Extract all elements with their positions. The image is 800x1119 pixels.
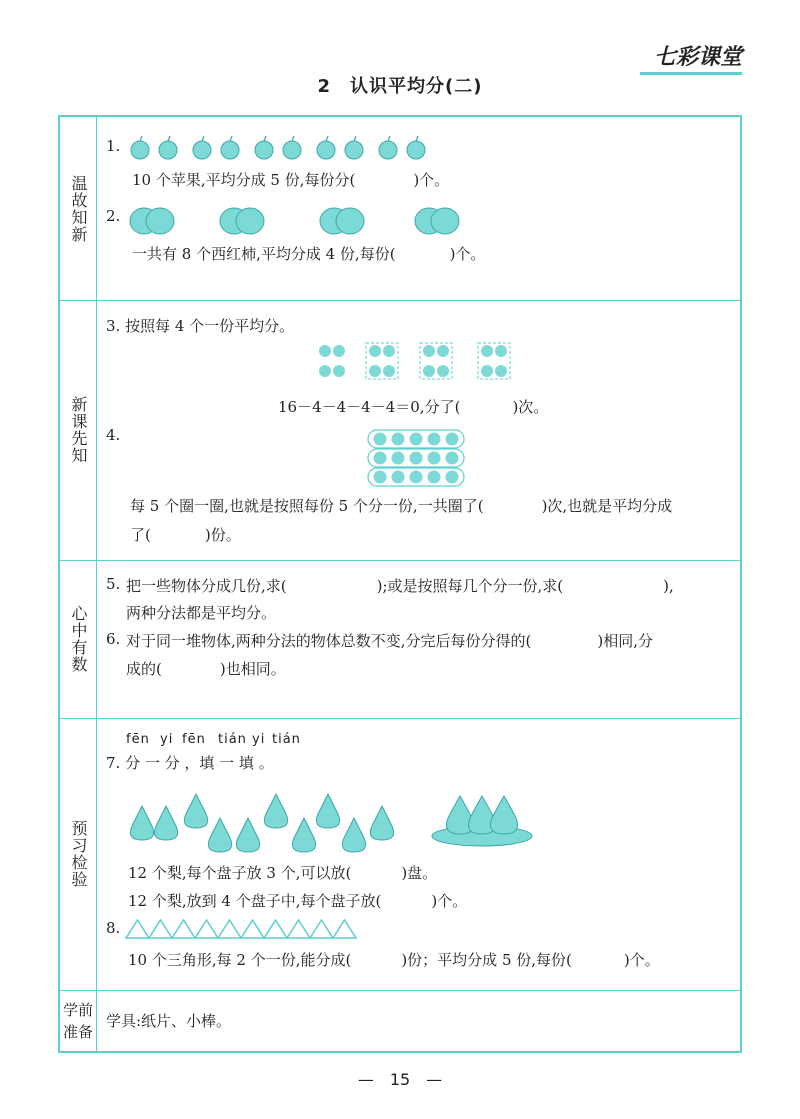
dot [437, 345, 449, 357]
apple-icon [255, 141, 273, 159]
section-label: 新课先知 [69, 396, 88, 464]
triangle [218, 920, 241, 938]
section-label-box [60, 990, 97, 1051]
question-text: 7. 分 一 分 ，填 一 填 。 [106, 754, 274, 772]
question-number: 8. [106, 919, 121, 937]
apple-icon [407, 141, 425, 159]
dot [369, 345, 381, 357]
pear-icon [130, 806, 153, 840]
brand-logo: 七彩课堂 [653, 45, 742, 70]
triangle [333, 920, 356, 938]
dot [333, 365, 345, 377]
dot [410, 452, 423, 465]
pears-group [128, 776, 378, 856]
dot [374, 452, 387, 465]
question-text: 把一些物体分成几份,求( );或是按照每几个分一份,求( ), [126, 577, 674, 595]
triangle [126, 920, 149, 938]
dot [410, 433, 423, 446]
dot [428, 471, 441, 484]
apples-row [130, 135, 420, 161]
section-preparation [60, 990, 740, 1051]
section-label-box [60, 117, 97, 300]
apple-icon [221, 141, 239, 159]
pear-icon [154, 806, 177, 840]
tomato-icon [431, 208, 459, 234]
dot [333, 345, 345, 357]
question-text: 成的( )也相同。 [126, 660, 286, 678]
triangle [264, 920, 287, 938]
tomato-icon [146, 208, 174, 234]
dot [383, 345, 395, 357]
pear-icon [491, 796, 518, 834]
pear-icon [236, 818, 259, 852]
dot [428, 452, 441, 465]
question-text: 10 个三角形,每 2 个一份,能分成( )份；平均分成 5 份,每份( )个。 [128, 951, 660, 969]
triangle [241, 920, 264, 938]
pears-on-plate [430, 788, 540, 848]
pear-icon [342, 818, 365, 852]
apple-icon [193, 141, 211, 159]
dot [392, 433, 405, 446]
dot [319, 365, 331, 377]
pear-icon [292, 818, 315, 852]
apple-icon [379, 141, 397, 159]
apple-icon [317, 141, 335, 159]
pinyin-2: yi [160, 732, 174, 747]
question-text: 每 5 个圈一圈,也就是按照每份 5 个分一份,一共圈了( )次,也就是平均分成 [130, 497, 673, 515]
dot [423, 365, 435, 377]
dot [319, 345, 331, 357]
pear-icon [370, 806, 393, 840]
dot [446, 452, 459, 465]
pinyin-1: fēn [126, 732, 150, 747]
page-number: — 15 — [357, 1070, 443, 1089]
dot [374, 471, 387, 484]
question-number: 4. [106, 426, 121, 444]
pinyin-3: fēn [182, 732, 206, 747]
dot [437, 365, 449, 377]
apple-icon [131, 141, 149, 159]
pear-icon [208, 818, 231, 852]
section-summary [60, 560, 740, 719]
dot [374, 433, 387, 446]
dot [369, 365, 381, 377]
pear-icon [316, 794, 339, 828]
section-label: 学前准备 [62, 1000, 93, 1041]
question-text: 对于同一堆物体,两种分法的物体总数不变,分完后每份分得的( )相同,分 [126, 632, 654, 650]
section-label-box [60, 300, 97, 560]
question-text: 一共有 8 个西红柿,平均分成 4 份,每份( )个。 [132, 245, 486, 263]
triangle [149, 920, 172, 938]
question-number: 6. [106, 630, 121, 648]
pear-icon [184, 794, 207, 828]
question-number: 5. [106, 575, 121, 593]
question-text: 10 个苹果,平均分成 5 份,每份分( )个。 [132, 171, 450, 189]
question-text: 12 个梨,每个盘子放 3 个,可以放( )盘。 [128, 864, 438, 882]
dot-groups [318, 343, 538, 387]
question-text: 12 个梨,放到 4 个盘子中,每个盘子放( )个。 [128, 892, 468, 910]
dot [446, 471, 459, 484]
dot [392, 452, 405, 465]
preparation-text: 学具:纸片、小棒。 [106, 1012, 232, 1030]
question-number: 2. [106, 207, 121, 225]
section-new-lesson [60, 300, 740, 561]
pear-icon [264, 794, 287, 828]
section-label-box [60, 718, 97, 990]
question-number: 1. [106, 137, 121, 155]
tomatoes-row [130, 199, 470, 239]
dot [410, 471, 423, 484]
apple-icon [283, 141, 301, 159]
dot [383, 365, 395, 377]
section-review [60, 117, 740, 301]
question-text: 两种分法都是平均分。 [126, 604, 277, 622]
triangle [172, 920, 195, 938]
dot [481, 345, 493, 357]
apple-icon [159, 141, 177, 159]
worksheet-frame [58, 115, 742, 1053]
question-text: 了( )份。 [130, 526, 241, 544]
dot [495, 345, 507, 357]
dot [428, 433, 441, 446]
circled-dot-rows [368, 430, 468, 490]
section-label: 温故知新 [69, 174, 88, 243]
triangle [310, 920, 333, 938]
question-text: 3. 按照每 4 个一份平均分。 [106, 317, 295, 335]
pinyin-4: tián [218, 732, 247, 747]
section-label: 预习检验 [69, 820, 88, 888]
tomato-icon [236, 208, 264, 234]
equation-text: 16－4－4－4－4＝0,分了( )次。 [278, 398, 549, 416]
dot [495, 365, 507, 377]
dot [481, 365, 493, 377]
triangles-row [126, 918, 361, 940]
pinyin-6: tián [272, 732, 301, 747]
pinyin-5: yi [252, 732, 266, 747]
apple-icon [345, 141, 363, 159]
section-label: 心中有数 [69, 605, 88, 673]
section-preview-check [60, 718, 740, 991]
dot [423, 345, 435, 357]
triangle [195, 920, 218, 938]
page-title: 2 认识平均分(二) [317, 76, 483, 97]
dot [392, 471, 405, 484]
dot [446, 433, 459, 446]
triangle [287, 920, 310, 938]
section-label-box [60, 560, 97, 718]
tomato-icon [336, 208, 364, 234]
